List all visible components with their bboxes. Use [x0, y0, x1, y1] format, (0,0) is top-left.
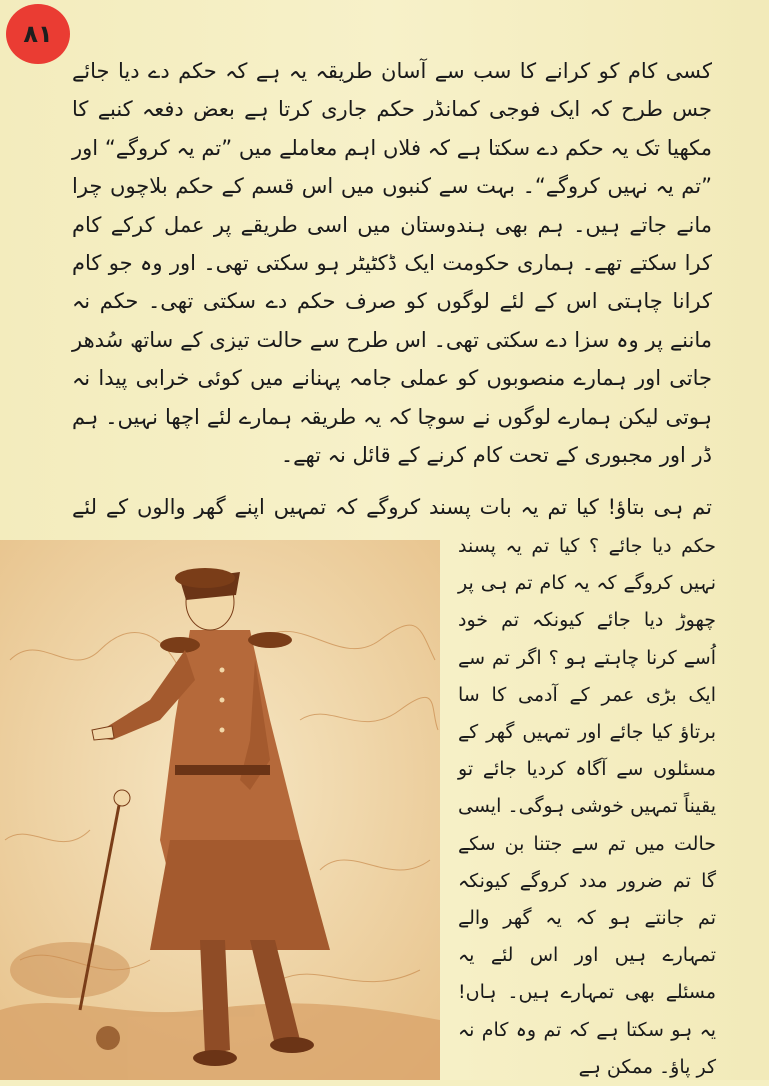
paragraph-2-side-column: حکم دیا جائے ؟ کیا تم یہ پسند نہیں کروگے کہ یہ کام تم ہی پر چھوڑ دیا جائے کیونکہ تم خود اُسے کرنا چاہتے ہو ؟ اگر تم سے ایک بڑی عمر کے آدمی کا سا برتاؤ کیا جائے اور تمہیں گھر کے مسئلوں سے آگاہ کردیا جائے تو یقیناً تمہیں خوشی ہوگی۔ ایسی حالت میں تم سے جتنا بن سکے گا تم ضرور مدد کروگے کیونکہ تم جانتے ہو کہ یہ گھر والے تمہارے ہیں اور اس لئے یہ مسئلے بھی تمہارے ہیں۔ ہاں! یہ ہو سکتا ہے کہ تم وہ کام نہ کر پاؤ۔ ممکن ہے	[458, 535, 716, 1078]
page-number-badge: ۸۱	[6, 4, 70, 64]
commander-illustration	[0, 540, 440, 1080]
paragraph-2-opening-line: تم ہی بتاؤ! کیا تم یہ بات پسند کروگے کہ تمہیں اپنے گھر والوں کے لئے	[72, 495, 712, 519]
paragraph-1: کسی کام کو کرانے کا سب سے آسان طریقہ یہ ہے کہ حکم دے دیا جائے جس طرح کہ ایک فوجی کمانڈر حکم جاری کرتا ہے بعض دفعہ کنبے کا مکھیا تک یہ حکم دے سکتا ہے کہ فلاں اہم معاملے میں ”تم یہ کروگے“ اور ”تم یہ نہیں کروگے“۔ بہت سے کنبوں میں اس قسم کے حکم بلاچوں چرا مانے جاتے ہیں۔ ہم بھی ہندوستان میں اسی طریقے پر عمل کرکے کام کرا سکتے تھے۔ ہماری حکومت ایک ڈکٹیٹر ہو سکتی تھی۔ اور وہ جو کام کرانا چاہتی اس کے لئے لوگوں کو صرف حکم دے سکتی تھی۔ حکم نہ ماننے پر وہ سزا دے سکتی تھی۔ اس طرح سے حالت تیزی کے ساتھ سُدھر جاتی اور ہمارے منصوبوں کو عملی جامہ پہنانے میں کوئی خرابی پیدا نہ ہوتی لیکن ہمارے لوگوں نے سوچا کہ یہ طریقہ ہمارے لئے اچھا نہیں۔ ہم ڈر اور مجبوری کے تحت کام کرنے کے قائل نہ تھے۔	[72, 59, 712, 468]
commander-engraving-svg	[0, 540, 440, 1080]
